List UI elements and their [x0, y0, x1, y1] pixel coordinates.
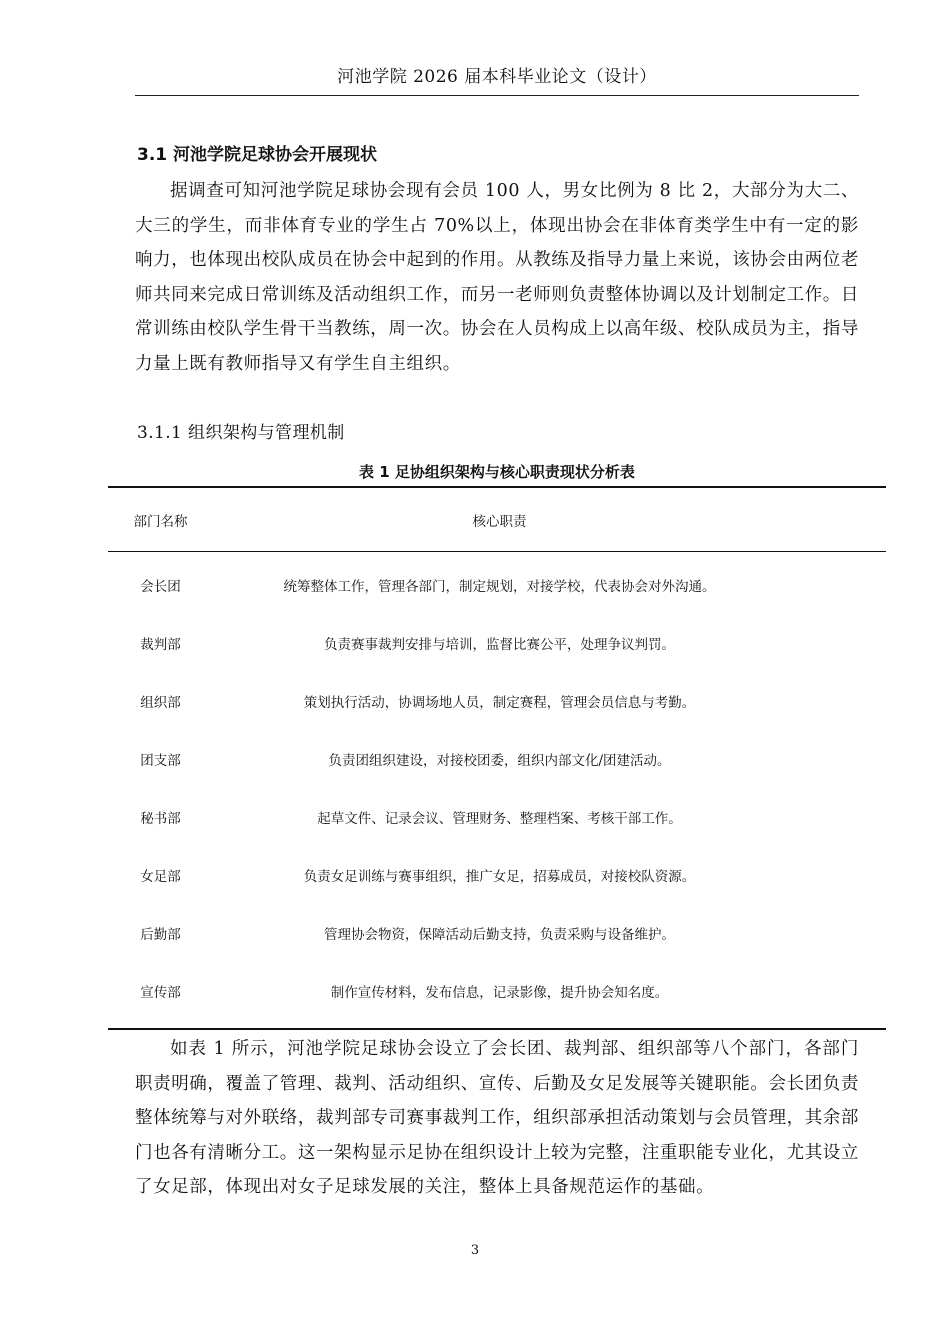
table-cell-dept: 组织部 — [140, 695, 181, 711]
table-cell-dept: 秘书部 — [140, 811, 181, 827]
subsection-title: 3.1.1 组织架构与管理机制 — [137, 423, 345, 443]
table-body — [108, 552, 886, 1028]
table-header-dept: 部门名称 — [133, 513, 188, 530]
table-row — [108, 962, 886, 1020]
table-cell-duty: 起草文件、记录会议、管理财务、整理档案、考核干部工作。 — [317, 811, 682, 827]
table-cell-duty: 策划执行活动，协调场地人员，制定赛程，管理会员信息与考勤。 — [303, 695, 696, 711]
page-header: 河池学院 2026 届本科毕业论文（设计） — [337, 67, 657, 87]
table-row — [108, 730, 886, 788]
table-row — [108, 672, 886, 730]
table-cell-duty: 负责女足训练与赛事组织，推广女足，招募成员，对接校队资源。 — [303, 869, 696, 885]
page-number: 3 — [470, 1243, 480, 1258]
table-row — [108, 846, 886, 904]
table-cell-duty: 管理协会物资，保障活动后勤支持，负责采购与设备维护。 — [324, 927, 675, 943]
table-cell-dept: 女足部 — [140, 869, 181, 885]
table-header-duty: 核心职责 — [472, 513, 527, 530]
table-cell-duty: 负责团组织建设，对接校团委，组织内部文化/团建活动。 — [328, 753, 671, 769]
table-caption: 表 1 足协组织架构与核心职责现状分析表 — [359, 463, 635, 481]
table-row — [108, 614, 886, 672]
duties-table — [108, 486, 886, 1030]
table-cell-duty: 统筹整体工作，管理各部门，制定规划，对接学校，代表协会对外沟通。 — [283, 579, 716, 595]
header-divider — [135, 95, 859, 96]
table-cell-dept: 裁判部 — [140, 637, 181, 653]
table-header-row — [108, 488, 886, 552]
section-title: 3.1 河池学院足球协会开展现状 — [137, 145, 378, 165]
table-cell-dept: 会长团 — [140, 579, 181, 595]
table-cell-dept: 后勤部 — [140, 927, 181, 943]
section-paragraph: 据调查可知河池学院足球协会现有会员 100 人，男女比例为 8 比 2，大部分为大二、大三的学生，而非体育专业的学生占 70%以上，体现出协会在非体育类学生中有一定的影响力，也体现出校队成员在协会中起到的作用。从教练及指导力量上来说，该协会由两位老师共同来完成日常训练及活动组织工作，而另一老师则负责整体协调以及计划制定工作。日常训练由校队学生骨干当教练，周一次。协会在人员构成上以高年级、校队成员为主，指导力量上既有教师指导又有学生自主组织。 — [135, 181, 859, 374]
table-cell-dept: 宣传部 — [140, 985, 181, 1001]
table-row — [108, 904, 886, 962]
table-row — [108, 788, 886, 846]
table-cell-duty: 制作宣传材料，发布信息，记录影像，提升协会知名度。 — [330, 985, 669, 1001]
table-row — [108, 556, 886, 614]
table-cell-duty: 负责赛事裁判安排与培训，监督比赛公平，处理争议判罚。 — [324, 637, 675, 653]
table-cell-dept: 团支部 — [140, 753, 181, 769]
analysis-paragraph: 如表 1 所示，河池学院足球协会设立了会长团、裁判部、组织部等八个部门，各部门职责明确，覆盖了管理、裁判、活动组织、宣传、后勤及女足发展等关键职能。会长团负责整体统筹与对外联络，裁判部专司赛事裁判工作，组织部承担活动策划与会员管理，其余部门也各有清晰分工。这一架构显示足协在组织设计上较为完整，注重职能专业化，尤其设立了女足部，体现出对女子足球发展的关注，整体上具备规范运作的基础。 — [135, 1039, 859, 1198]
